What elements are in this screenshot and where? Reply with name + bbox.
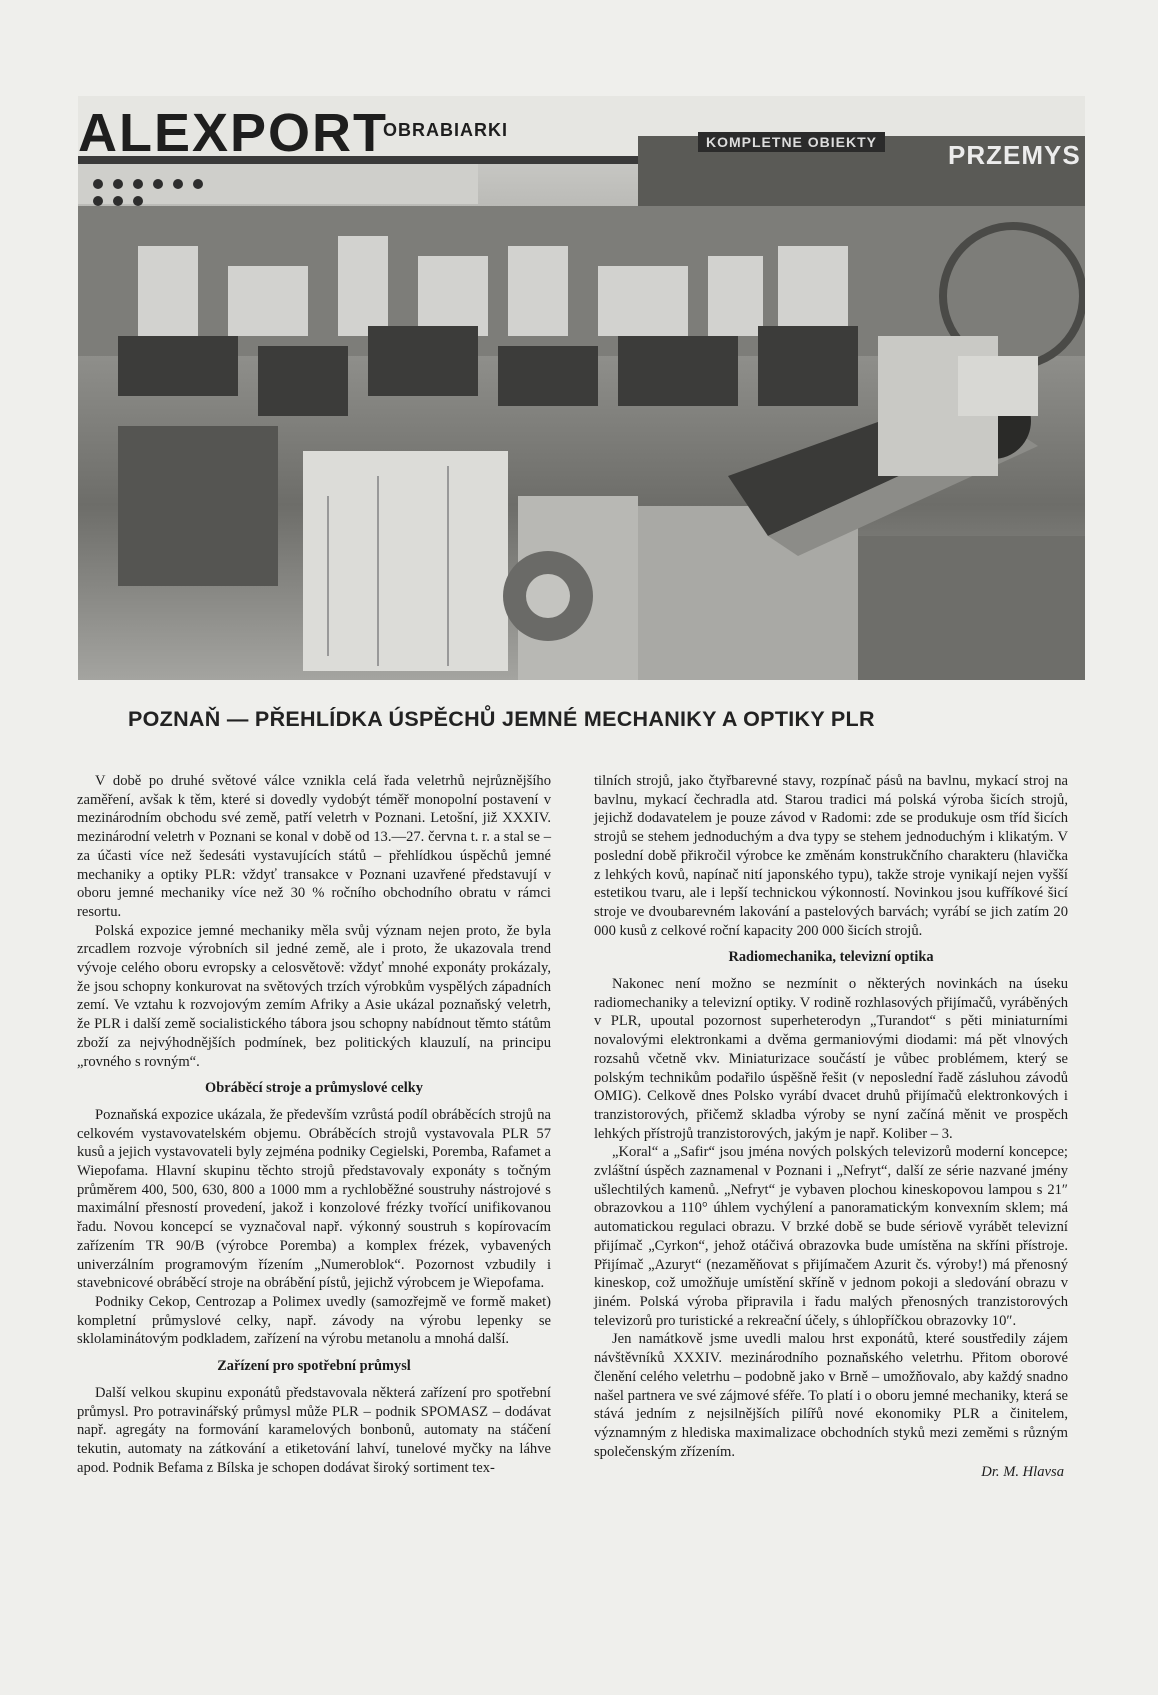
paragraph: Další velkou skupinu exponátů představovala některá zařízení pro spotřební průmysl. Pro potravinářský průmysl může PLR – podnik SPOMASZ – dodávat např. agregáty na formování karamelových bonbonů, automaty na stáčení tekutin, automaty na zátkování a etiketování lahví, tunelové myčky na láhve apod. Podnik Befama z Bílska je schopen dodávat široký sortiment tex- [77,1384,551,1476]
alexport-sign: ALEXPORT [78,103,389,163]
paragraph: Jen namátkově jsme uvedli malou hrst exponátů, které soustředily zájem návštěvníků XXXIV. mezinárodního poznaňského veletrhu. Přitom oborové členění celého veletrhu – podobně jako v Brně – umožňovalo, aby každý snadno našel partnera ve své zájmové sféře. To platí i o oboru jemné mechaniky, která se stává jedním z nejsilnějších pilířů nové ekonomiky PLR a činitelem, významným z hlediska maximalizace obchodních styků mezi zeměmi s různým společenským zřízením. [594,1331,1068,1460]
paragraph: Nakonec není možno se nezmínit o některých novinkách na úseku radiomechaniky a televizní optiky. V rodině rozhlasových přijímačů, vyráběných v PLR, upoutal pozornost superheterodyn „Turandot“ s pěti miniaturními novalovými elektronkami a dvěma germaniovými diodami: má pět vlnových rozsahů včetně vkv. Miniaturizace součástí je vůbec problémem, který se polským technikům podařilo úspěšně řešit (v neposlední řadě zásluhou závodů OMIG). Celkově dnes Polsko vyrábí dvacet druhů přijímačů elektronkových i tranzistorových, přičemž skladba výroby se nyní začíná měnit ve prospěch lehkých přístrojů tranzistorových, jakým je např. Koliber – 3. [594,976,1068,1142]
section-heading: Zařízení pro spotřební průmysl [217,1358,411,1375]
paragraph: Poznaňská expozice ukázala, že především vzrůstá podíl obráběcích strojů na celkovém vystavovatelském objemu. Obráběcích strojů vystavovala PLR 57 kusů a jejich vystavovateli byly zejména podniky Cegielski, Poremba, Rafamet a Wiepofama. Hlavní skupinu těchto strojů představovaly exponáty s točným průměrem 400, 500, 630, 800 a 1000 mm a rychloběžné soustruhy nástrojové s maximální přesností provedení, jakož i konzolové frézky tvořící unifikovanou řadu. Novou koncepcí se vyznačoval např. výkonný soustruh s kopírovacím zařízením TR 90/B (výrobce Poremba) a komplex frézek, vybavených univerzálním programovým řízením „Numeroblok“. Pozornost vzbudily i stavebnicové obráběcí stroje na obrábění pístů, jejichž výrobcem je Wiepofama. [77,1106,551,1292]
exhibition-hall-photo [78,96,1085,680]
paragraph: V době po druhé světové válce vznikla celá řada veletrhů nejrůznějšího zaměření, avšak k těm, které si dovedly vydobýt téměř monopolní postavení v mezinárodním obchodu své země, patří veletrh v Poznani. Letošní, již XXXIV. mezinárodní veletrh v Poznani se konal v době od 13.—27. června t. r. a stal se – za účasti více než šedesáti vystavujících států – přehlídkou úspěchů jemné mechaniky a optiky PLR: vždyť transakce v Poznani uzavřené představují v oboru jemné mechaniky více než 30 % ročního obchodního obratu v rámci resortu. [77,773,551,920]
paragraph: Polská expozice jemné mechaniky měla svůj význam nejen proto, že byla zrcadlem rozvoje výrobních sil jedné země, ale i proto, že ukazovala trend vývoje celého oboru evropsky a celosvětově: vždyť mnohé exponáty prokázaly, že jsou schopny konkurovat na světových trzích výrobkům vyspělých západních zemí. Ve vztahu k rozvojovým zemím Afriky a Asie ukázal poznaňský veletrh, že PLR i další země socialistického tábora jsou schopny nabídnout těmto státům zboží za nejvýhodnějších podmínek, bez politických klauzulí, na principu „rovného s rovným“. [77,922,551,1070]
przemys-sign: PRZEMYS [948,140,1081,170]
paragraph: „Koral“ a „Safir“ jsou jména nových polských televizorů moderní koncepce; zvláštní úspěch zaznamenal v Poznani i „Nefryt“, další ze série nazvané jmény ušlechtilých kamenů. „Nefryt“ je vybaven plochou kineskopovou lampou s 21″ obrazovkou a 110° úhlem vychýlení a panoramatickým konvexním sklem; má automatickou regulaci obrazu. V brzké době se bude sériově vyrábět televizní přijímač „Cyrkon“, jehož otáčivá obrazovka bude umístěna na skříni přístroje. Přijímač „Azuryt“ (nezaměňovat s přijímačem Azurit čs. výroby!) má přenosný kineskop, což umožňuje umístění skříně v jednom pokoji a sledování obrazu v jiném. Polská výroba připravila i řadu malých přenosných tranzistorových televizorů pro turistické a rekreační účely, s úhlopříčkou obrazovky 10″. [594,1144,1068,1329]
article-headline: POZNAŇ — PŘEHLÍDKA ÚSPĚCHŮ JEMNÉ MECHANIKY A OPTIKY PLR [128,707,875,731]
right-column [594,772,1068,1482]
author-signature: Dr. M. Hlavsa [981,1464,1064,1481]
kompletne-obiekty-sign: KOMPLETNE OBIEKTY [698,132,885,152]
paragraph: Podniky Cekop, Centrozap a Polimex uvedly (samozřejmě ve formě maket) kompletní průmyslové celky, např. závody na výrobu lepenky se sklolaminátovým podkladem, zařízení na výrobu metanolu a mnohá další. [77,1293,551,1348]
obrabiarki-sign: OBRABIARKI [383,120,508,140]
section-heading: Radiomechanika, televizní optika [728,949,934,966]
left-column [77,772,551,1477]
machinery-illustration [78,96,1085,680]
section-heading: Obráběcí stroje a průmyslové celky [205,1080,423,1097]
paragraph: tilních strojů, jako čtyřbarevné stavy, rozpínač pásů na bavlnu, mykací stroj na bavlnu, mykací čechradla atd. Starou tradici má polská výroba šicích strojů, jejichž dodavatelem je pouze závod v Radomi: zde se produkuje osm tříd šicích strojů se stehem jednoduchým a dva typy se stehem jednoduchým i klikatým. V poslední době přikročil výrobce ke změnám konstrukčního charakteru (hlavička z lehkých kovů, napínač nití japonského typu), takže stroje vynikají nejen vyšší estetikou tvaru, ale i lepší technickou výkonností. Novinkou jsou kufříkové šicí stroje ve dvoubarevném lakování a pastelových barvách; vyrábí se jich zatím 20 000 kusů z celkové roční kapacity 200 000 šicích strojů. [594,773,1068,939]
